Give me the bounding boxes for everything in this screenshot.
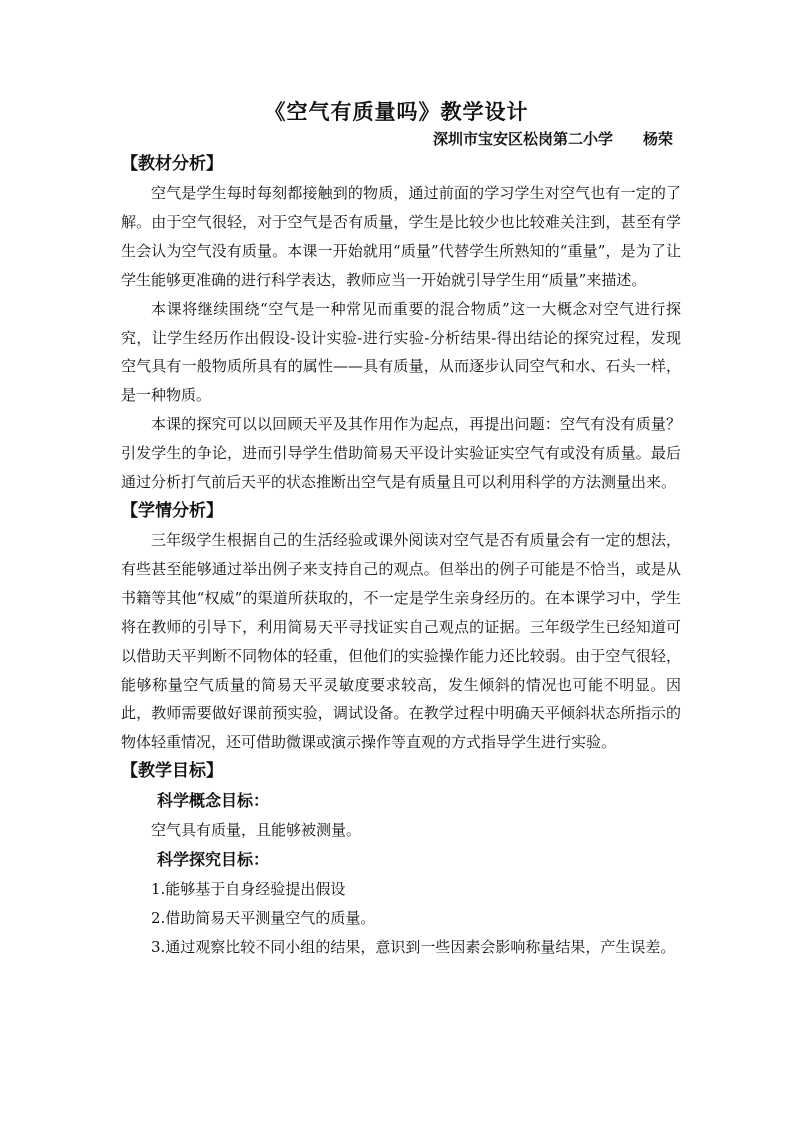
paragraph: 本课将继续围绕“空气是一种常见而重要的混合物质”这一大概念对空气进行探究，让学生经历作出假设-设计实验-进行实验-分析结果-得出结论的探究过程，发现空气具有一般物质所具有的属性——具有质量，从而逐步认同空气和水、石头一样，是一种物质。	[121, 299, 681, 405]
section-heading-textbook: 【教材分析】	[121, 154, 223, 174]
document-body	[121, 150, 681, 962]
teaching-goals-section	[121, 757, 681, 962]
section-heading-students: 【学情分析】	[121, 500, 223, 521]
document-title: 《空气有质量吗》教学设计	[264, 99, 529, 124]
concept-goal-text: 空气具有质量，且能够被测量。	[151, 821, 362, 840]
concept-goal-title: 科学概念目标：	[157, 791, 270, 811]
inquiry-goal-title: 科学探究目标：	[157, 850, 270, 870]
author-line: 深圳市宝安区松岗第二小学 杨荣	[432, 130, 673, 148]
paragraph: 三年级学生根据自己的生活经验或课外阅读对空气是否有质量会有一定的想法，有些甚至能够通过举出例子来支持自己的观点。但举出的例子可能是不恰当，或是从书籍等其他“权威”的渠道所获取的，不一定是学生亲身经历的。在本课学习中，学生将在教师的引导下，利用简易天平寻找证实自己观点的证据。三年级学生已经知道可以借助天平判断不同物体的轻重，但他们的实验操作能力还比较弱。由于空气很轻，能够称量空气质量的简易天平灵敏度要求较高，发生倾斜的情况也可能不明显。因此，教师需要做好课前预实验，调试设备。在教学过程中明确天平倾斜状态所指示的物体轻重情况，还可借助微课或演示操作等直观的方式指导学生进行实验。	[121, 530, 681, 752]
list-item: 3.通过观察比较不同小组的结果，意识到一些因素会影响称量结果，产生误差。	[151, 937, 676, 956]
paragraph: 空气是学生每时每刻都接触到的物质，通过前面的学习学生对空气也有一定的了解。由于空气很轻，对于空气是否有质量，学生是比较少也比较难关注到，甚至有学生会认为空气没有质量。本课一开始就用“质量”代替学生所熟知的“重量”，是为了让学生能够更准确的进行科学表达，教师应当一开始就引导学生用“质量”来描述。	[121, 184, 681, 289]
student-analysis-section	[121, 497, 681, 757]
section-heading-goals: 【教学目标】	[121, 761, 223, 782]
list-item: 1.能够基于自身经验提出假设	[151, 880, 346, 899]
textbook-analysis-section	[121, 150, 681, 497]
paragraph: 本课的探究可以以回顾天平及其作用作为起点，再提出问题：空气有没有质量？引发学生的争论，进而引导学生借助简易天平设计实验证实空气有或没有质量。最后通过分析打气前后天平的状态推断出空气是有质量且可以利用科学的方法测量出来。	[121, 415, 681, 492]
list-item: 2.借助简易天平测量空气的质量。	[151, 909, 376, 928]
